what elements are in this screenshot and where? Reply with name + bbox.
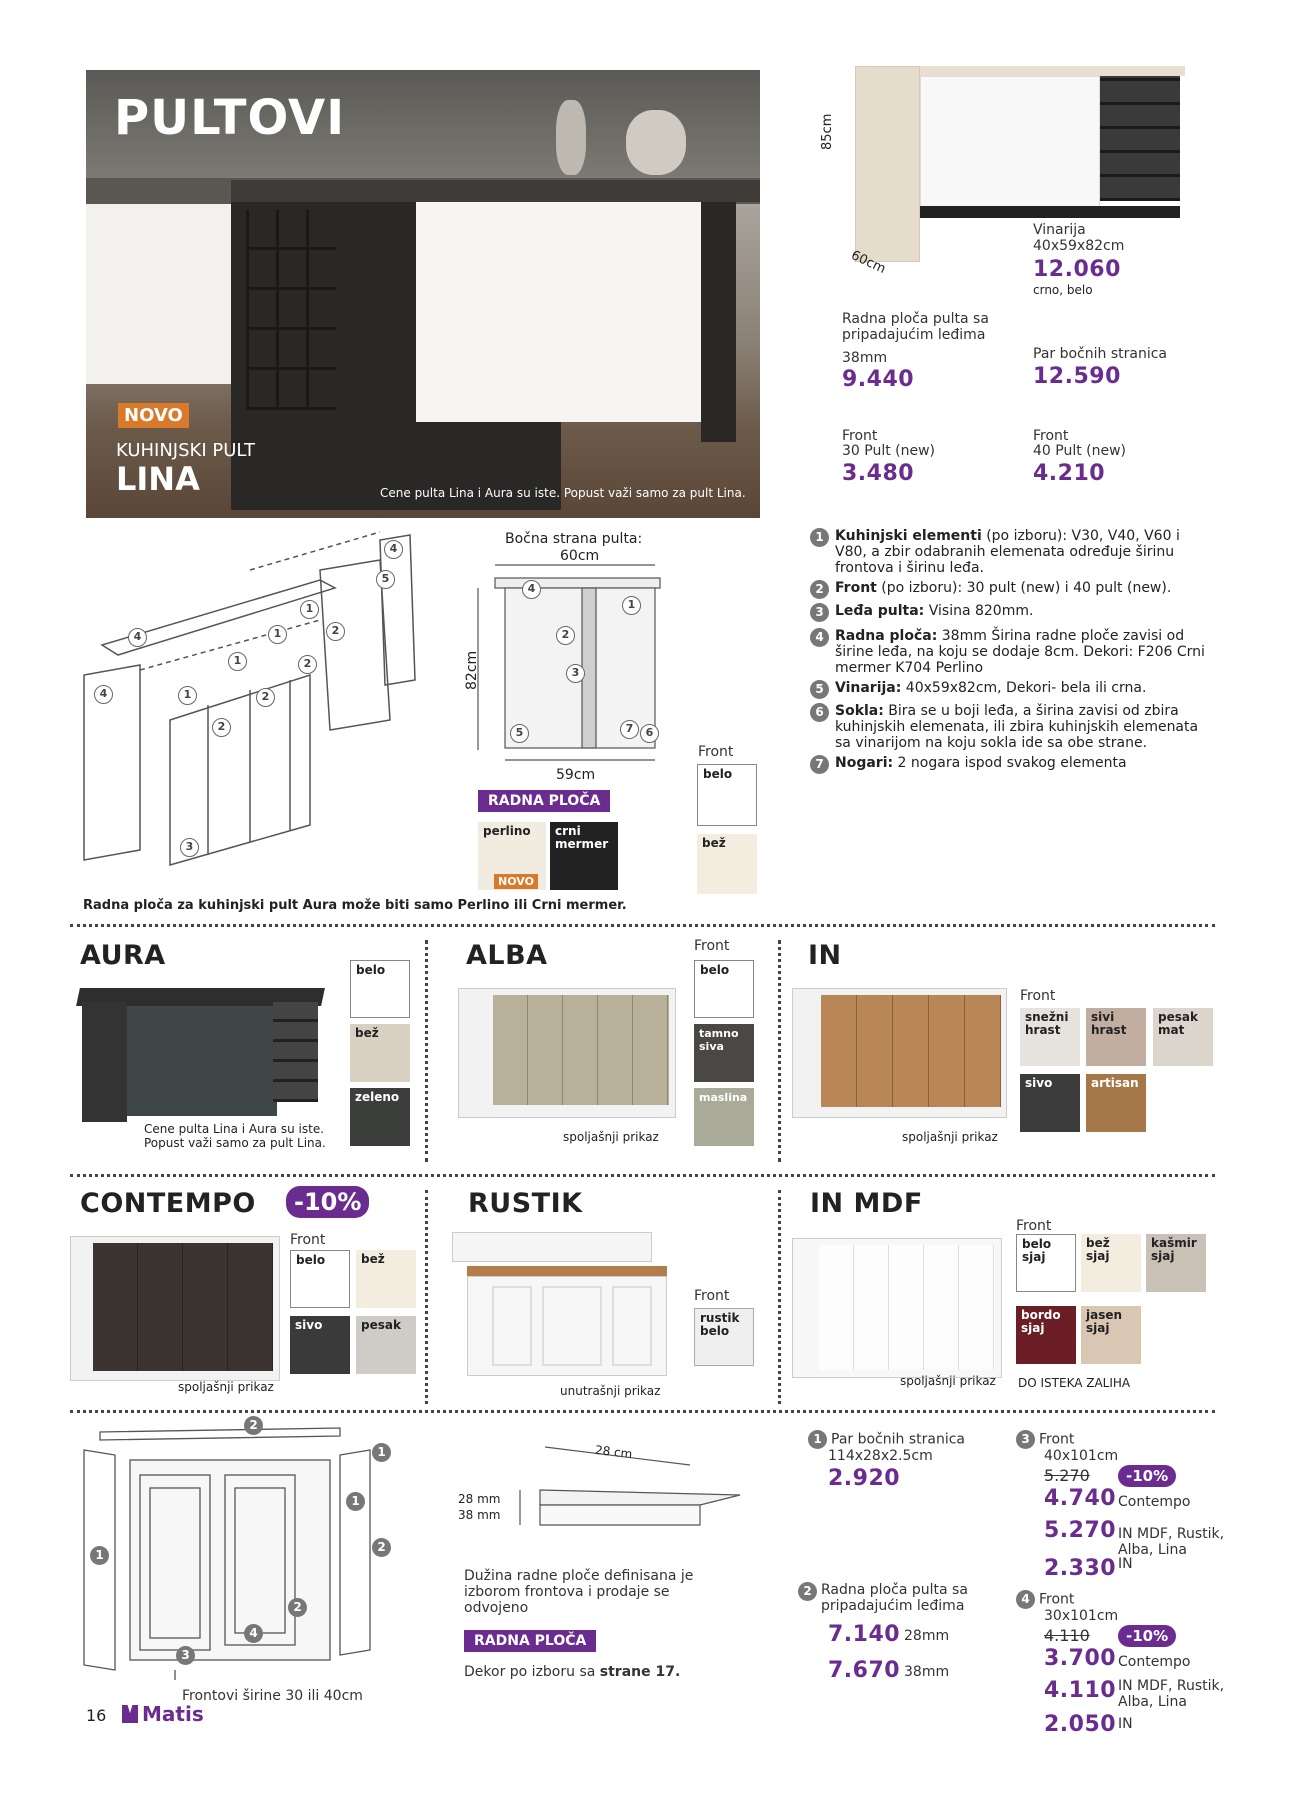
p4-new: 3.700 xyxy=(1044,1646,1117,1671)
dim-depth: 60cm xyxy=(848,248,888,277)
hero-title: PULTOVI xyxy=(114,90,346,146)
swatch-crni: crni mermer xyxy=(550,822,618,890)
divider-2 xyxy=(70,1174,1215,1177)
p4-in: 2.050 xyxy=(1044,1712,1117,1737)
p4-in-for: IN xyxy=(1118,1716,1133,1732)
inmdf-swatch-bordo: bordo sjaj xyxy=(1016,1306,1076,1364)
diag-num-2d: 2 xyxy=(212,718,231,737)
p3-new: 4.740 xyxy=(1044,1486,1117,1511)
rustik-render xyxy=(452,1232,674,1382)
p4-disc: -10% xyxy=(1118,1625,1176,1647)
vinarija-size: 40x59x82cm xyxy=(1033,238,1125,254)
p3-old: 5.270 xyxy=(1044,1466,1090,1485)
in-swatch-snezni: snežni hrast xyxy=(1020,1008,1080,1066)
contempo-swatch-pesak: pesak xyxy=(356,1316,416,1374)
inmdf-swatch-kasmir: kašmir sjaj xyxy=(1146,1234,1206,1292)
divider-3 xyxy=(70,1410,1215,1413)
p3-label: 3 Front xyxy=(1016,1430,1074,1449)
divider-v3 xyxy=(425,1190,428,1404)
divider-v4 xyxy=(778,1190,781,1404)
bd-num-1a: 1 xyxy=(372,1443,391,1462)
aura-title: AURA xyxy=(80,940,166,971)
aura-render xyxy=(78,988,323,1133)
alba-swatch-belo: belo xyxy=(694,960,754,1018)
diag-note: Radna ploča za kuhinjski pult Aura može biti samo Perlino ili Crni mermer. xyxy=(83,898,627,913)
inmdf-render xyxy=(792,1238,1002,1378)
in-swatch-pesak: pesak mat xyxy=(1153,1008,1213,1066)
legend-item-3: 3 Leđa pulta: Visina 820mm. xyxy=(810,603,1210,622)
side-num-4: 4 xyxy=(522,580,541,599)
vinarija-label: Vinarija xyxy=(1033,222,1086,238)
hero-note: Cene pulta Lina i Aura su iste. Popust važi samo za pult Lina. xyxy=(380,486,746,500)
bd-num-2c: 2 xyxy=(288,1598,307,1617)
rustik-caption: unutrašnji prikaz xyxy=(560,1384,661,1398)
p3-disc: -10% xyxy=(1118,1465,1176,1487)
diag-num-2a: 2 xyxy=(326,622,345,641)
matis-logo: Matis xyxy=(122,1702,204,1726)
diag-num-1b: 1 xyxy=(268,625,287,644)
rustik-front: Front xyxy=(694,1288,730,1304)
vinarija-price: 12.060 xyxy=(1033,257,1121,282)
p4-old: 4.110 xyxy=(1044,1626,1090,1645)
legend xyxy=(810,528,1210,774)
in-front: Front xyxy=(1020,988,1056,1004)
p4-new-for: Contempo xyxy=(1118,1654,1191,1670)
radna-label: Radna ploča pulta sa pripadajućim leđima xyxy=(842,311,989,343)
diag-num-4b: 4 xyxy=(94,685,113,704)
side-num-5: 5 xyxy=(510,724,529,743)
contempo-caption: spoljašnji prikaz xyxy=(178,1380,274,1394)
p2-price-b: 7.670 xyxy=(828,1658,901,1683)
side-num-6: 6 xyxy=(640,724,659,743)
aura-swatch-belo: belo xyxy=(350,960,410,1018)
bd-num-3: 3 xyxy=(176,1646,195,1665)
legend-item-4: 4 Radna ploča: 38mm Širina radne ploče zavisi od širine leđa, na koju se dodaje 8cm. Dekori: F206 Crni mermer K704 Perlino xyxy=(810,628,1210,676)
in-swatch-sivo: sivo xyxy=(1020,1074,1080,1132)
radna-price: 9.440 xyxy=(842,367,915,392)
diag-num-1c: 1 xyxy=(228,652,247,671)
bottom-radna-tag: RADNA PLOČA xyxy=(464,1630,596,1652)
swatch-perlino: perlino xyxy=(478,822,546,890)
p1-size: 114x28x2.5cm xyxy=(828,1448,933,1464)
p1-price: 2.920 xyxy=(828,1466,901,1491)
matis-logo-icon xyxy=(122,1705,138,1723)
alba-swatch-maslina: maslina xyxy=(694,1088,754,1146)
bottom-diagram xyxy=(80,1420,410,1680)
in-render xyxy=(792,988,1007,1118)
p2-thick-b: 38mm xyxy=(904,1664,950,1680)
legend-item-7: 7 Nogari: 2 nogara ispod svakog elementa xyxy=(810,755,1210,774)
par-label: Par bočnih stranica xyxy=(1033,346,1167,362)
novo-badge: NOVO xyxy=(118,403,189,428)
diag-num-4a: 4 xyxy=(128,628,147,647)
front40-price: 4.210 xyxy=(1033,461,1106,486)
in-title: IN xyxy=(808,940,842,971)
inmdf-caption: spoljašnji prikaz xyxy=(900,1374,996,1388)
divider-v1 xyxy=(425,940,428,1162)
contempo-swatch-belo: belo xyxy=(290,1250,350,1308)
dim-38mm: 38 mm xyxy=(458,1508,501,1522)
p2-price-a: 7.140 xyxy=(828,1622,901,1647)
bd-num-4: 4 xyxy=(244,1624,263,1643)
dim-28cm: 28 cm xyxy=(594,1442,634,1462)
in-swatch-sivi: sivi hrast xyxy=(1086,1008,1146,1066)
p4-size: 30x101cm xyxy=(1044,1608,1119,1624)
front40-sub: 40 Pult (new) xyxy=(1033,443,1127,459)
inmdf-swatch-belo: belo sjaj xyxy=(1016,1234,1076,1292)
alba-caption: spoljašnji prikaz xyxy=(563,1130,659,1144)
front30-label: Front xyxy=(842,428,878,444)
p4-label: 4 Front xyxy=(1016,1590,1074,1609)
p3-mid-for: IN MDF, Rustik, Alba, Lina xyxy=(1118,1526,1225,1558)
side-title: Bočna strana pulta: xyxy=(505,531,643,547)
inmdf-stock: DO ISTEKA ZALIHA xyxy=(1018,1376,1131,1390)
legend-item-2: 2 Front (po izboru): 30 pult (new) i 40 pult (new). xyxy=(810,580,1210,599)
aura-swatch-zeleno: zeleno xyxy=(350,1088,410,1146)
side-num-1: 1 xyxy=(622,596,641,615)
diag-num-2c: 2 xyxy=(256,688,275,707)
p3-new-for: Contempo xyxy=(1118,1494,1191,1510)
alba-swatch-tamno: tamno siva xyxy=(694,1024,754,1082)
alba-render xyxy=(458,988,676,1118)
inmdf-title: IN MDF xyxy=(810,1188,923,1219)
in-swatch-artisan: artisan xyxy=(1086,1074,1146,1132)
bd-num-1b: 1 xyxy=(346,1492,365,1511)
p3-in-for: IN xyxy=(1118,1556,1133,1572)
p4-mid: 4.110 xyxy=(1044,1678,1117,1703)
radna-thickness: 38mm xyxy=(842,350,888,366)
in-caption: spoljašnji prikaz xyxy=(902,1130,998,1144)
diag-swatch-bez: bež xyxy=(697,834,757,894)
frontovi-note: Frontovi širine 30 ili 40cm xyxy=(182,1688,363,1704)
radna-tag: RADNA PLOČA xyxy=(478,790,610,812)
p2-thick-a: 28mm xyxy=(904,1628,950,1644)
diag-num-2b: 2 xyxy=(298,655,317,674)
side-num-7: 7 xyxy=(620,720,639,739)
contempo-render xyxy=(70,1236,280,1381)
hero-name: LINA xyxy=(116,460,200,498)
inmdf-swatch-jasen: jasen sjaj xyxy=(1081,1306,1141,1364)
side-num-3: 3 xyxy=(566,664,585,683)
contempo-swatch-sivo: sivo xyxy=(290,1316,350,1374)
alba-front: Front xyxy=(694,938,730,954)
legend-item-6: 6 Sokla: Bira se u boji leđa, a širina zavisi od zbira kuhinjskih elemenata, ili zbira kuhinjskih elemenata sa vinarijom na koju sokla ide sa obe strane. xyxy=(810,703,1210,751)
legend-item-5: 5 Vinarija: 40x59x82cm, Dekori- bela ili crna. xyxy=(810,680,1210,699)
p3-mid: 5.270 xyxy=(1044,1518,1117,1543)
alba-title: ALBA xyxy=(466,940,548,971)
perlino-novo: NOVO xyxy=(494,874,538,889)
product-render xyxy=(840,66,1190,262)
divider-v2 xyxy=(778,940,781,1162)
contempo-swatch-bez: bež xyxy=(356,1250,416,1308)
side-num-2: 2 xyxy=(556,626,575,645)
bd-num-2a: 2 xyxy=(244,1416,263,1435)
front40-label: Front xyxy=(1033,428,1069,444)
legend-item-1: 1 Kuhinjski elementi (po izboru): V30, V40, V60 i V80, a zbir odabranih elemenata određuje širinu frontova i širinu leđa. xyxy=(810,528,1210,576)
inmdf-swatch-bez: bež sjaj xyxy=(1081,1234,1141,1292)
diag-front-label: Front xyxy=(698,744,734,760)
side-bottom: 59cm xyxy=(556,767,596,783)
contempo-title: CONTEMPO xyxy=(80,1188,256,1219)
aura-swatch-bez: bež xyxy=(350,1024,410,1082)
diag-num-1d: 1 xyxy=(178,686,197,705)
p1-label: 1 Par bočnih stranica xyxy=(808,1430,965,1449)
divider-1 xyxy=(70,924,1215,927)
diag-num-4c: 4 xyxy=(384,540,403,559)
rustik-title: RUSTIK xyxy=(468,1188,583,1219)
front30-price: 3.480 xyxy=(842,461,915,486)
diag-num-5: 5 xyxy=(376,570,395,589)
side-width: 60cm xyxy=(560,548,600,564)
dim-28mm: 28 mm xyxy=(458,1492,501,1506)
diag-num-1a: 1 xyxy=(300,600,319,619)
p4-mid-for: IN MDF, Rustik, Alba, Lina xyxy=(1118,1678,1225,1710)
par-price: 12.590 xyxy=(1033,364,1121,389)
p3-size: 40x101cm xyxy=(1044,1448,1119,1464)
contempo-front: Front xyxy=(290,1232,326,1248)
contempo-discount: -10% xyxy=(286,1186,369,1218)
page-number: 16 xyxy=(86,1706,107,1725)
duzina-note: Dužina radne ploče definisana je izborom frontova i prodaje se odvojeno xyxy=(464,1568,694,1616)
p2-label: 2 Radna ploča pulta sa pripadajućim leđima xyxy=(798,1582,1018,1614)
dekor-note: Dekor po izboru sa strane 17. xyxy=(464,1664,681,1680)
aura-note: Cene pulta Lina i Aura su iste. Popust važi samo za pult Lina. xyxy=(144,1122,326,1150)
front30-sub: 30 Pult (new) xyxy=(842,443,936,459)
dim-height: 85cm xyxy=(820,113,835,150)
p3-in: 2.330 xyxy=(1044,1556,1117,1581)
side-height: 82cm xyxy=(464,650,480,690)
diag-num-3: 3 xyxy=(180,838,199,857)
diag-swatch-belo: belo xyxy=(697,764,757,826)
inmdf-front: Front xyxy=(1016,1218,1052,1234)
bd-num-1c: 1 xyxy=(90,1546,109,1565)
rustik-swatch-belo: rustik belo xyxy=(694,1308,754,1366)
bd-num-2b: 2 xyxy=(372,1538,391,1557)
hero-subtitle: KUHINJSKI PULT xyxy=(116,440,255,461)
vinarija-colors: crno, belo xyxy=(1033,283,1093,297)
